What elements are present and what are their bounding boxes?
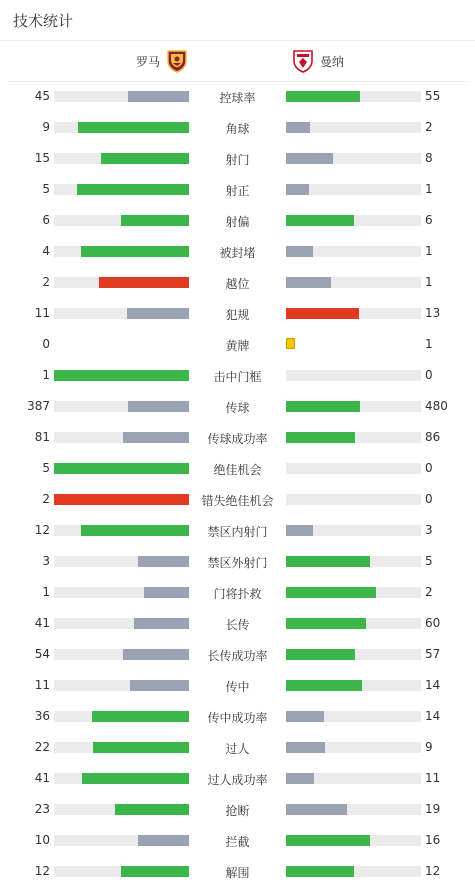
- away-stat-value: 86: [425, 430, 441, 444]
- away-stat-bar: [286, 246, 421, 257]
- away-stat-bar: [286, 308, 421, 319]
- away-stat-bar-fill: [286, 246, 313, 257]
- away-stat-bar: [286, 215, 421, 226]
- page-title: 技术统计: [13, 12, 74, 30]
- home-stat-bar-fill: [123, 432, 189, 443]
- home-stat-value: 22: [34, 740, 50, 754]
- stat-row: [0, 702, 475, 733]
- home-stat-bar-fill: [144, 587, 189, 598]
- away-stat-value: 3: [425, 523, 433, 537]
- home-stat-bar: [54, 215, 189, 226]
- home-stat-bar: [54, 618, 189, 629]
- home-stat-bar: [54, 246, 189, 257]
- stat-row: [0, 144, 475, 175]
- stat-label: 越位: [225, 277, 250, 291]
- home-stat-value: 5: [42, 461, 50, 475]
- stat-label: 射正: [225, 184, 250, 198]
- home-stat-bar: [54, 184, 189, 195]
- stat-label: 击中门框: [213, 370, 262, 384]
- home-stat-bar-fill: [101, 153, 189, 164]
- stat-label: 禁区内射门: [207, 525, 268, 539]
- home-stat-bar-fill: [128, 401, 189, 412]
- home-stat-value: 11: [34, 306, 50, 320]
- home-stat-value: 11: [34, 678, 50, 692]
- home-stat-bar: [54, 153, 189, 164]
- away-stat-bar: [286, 277, 421, 288]
- stat-label: 禁区外射门: [207, 556, 268, 570]
- teams-header: [0, 41, 475, 81]
- away-stat-bar: [286, 711, 421, 722]
- away-stat-value: 1: [425, 337, 433, 351]
- stat-label: 控球率: [219, 91, 256, 105]
- home-stat-value: 387: [27, 399, 50, 413]
- away-stat-bar-fill: [286, 804, 347, 815]
- stat-row: [0, 485, 475, 516]
- home-stat-value: 5: [42, 182, 50, 196]
- yellow-card-icon: [286, 338, 295, 349]
- home-stat-bar: [54, 866, 189, 877]
- stat-row: [0, 237, 475, 268]
- home-team[interactable]: [136, 49, 188, 73]
- away-stat-bar: [286, 866, 421, 877]
- away-stat-bar: [286, 649, 421, 660]
- away-stat-value: 480: [425, 399, 448, 413]
- home-stat-bar: [54, 773, 189, 784]
- stat-row: [0, 454, 475, 485]
- away-stat-bar-fill: [286, 680, 362, 691]
- away-stat-bar-fill: [286, 742, 325, 753]
- home-stat-bar-fill: [123, 649, 189, 660]
- home-stat-bar-fill: [93, 742, 189, 753]
- away-stat-value: 1: [425, 182, 433, 196]
- home-stat-value: 1: [42, 368, 50, 382]
- stat-row: [0, 516, 475, 547]
- home-stat-value: 81: [34, 430, 50, 444]
- stat-row: [0, 361, 475, 392]
- home-stat-bar-fill: [92, 711, 189, 722]
- away-stat-bar-fill: [286, 835, 370, 846]
- header: [0, 0, 475, 40]
- home-stat-bar-fill: [134, 618, 189, 629]
- stat-row: [0, 640, 475, 671]
- stat-label: 黄牌: [225, 339, 250, 353]
- away-stat-bar: [286, 432, 421, 443]
- away-stat-bar-fill: [286, 91, 360, 102]
- stat-row: [0, 175, 475, 206]
- stat-row: [0, 733, 475, 764]
- away-stat-value: 0: [425, 492, 433, 506]
- stat-row: [0, 547, 475, 578]
- home-stat-bar-fill: [54, 463, 189, 474]
- stat-label: 长传成功率: [207, 649, 268, 663]
- away-stat-bar: [286, 401, 421, 412]
- stat-label: 传中: [225, 680, 250, 694]
- away-stat-value: 12: [425, 864, 441, 878]
- stat-label: 门将扑救: [213, 587, 262, 601]
- home-stat-bar: [54, 680, 189, 691]
- home-stat-bar: [54, 556, 189, 567]
- home-stat-bar: [54, 494, 189, 505]
- stat-label: 抢断: [225, 804, 250, 818]
- home-stat-bar: [54, 587, 189, 598]
- monza-crest-icon: [292, 49, 314, 73]
- away-stat-bar: [286, 494, 421, 505]
- stat-row: [0, 330, 475, 361]
- away-stat-value: 5: [425, 554, 433, 568]
- home-stat-value: 36: [34, 709, 50, 723]
- stat-row: [0, 671, 475, 702]
- home-team-name: 罗马: [135, 54, 160, 69]
- away-stat-bar-fill: [286, 866, 354, 877]
- home-stat-bar-fill: [77, 184, 189, 195]
- away-stat-bar-fill: [286, 122, 310, 133]
- away-stat-value: 0: [425, 368, 433, 382]
- stat-label: 错失绝佳机会: [201, 494, 274, 508]
- home-stat-bar: [54, 525, 189, 536]
- away-stat-value: 8: [425, 151, 433, 165]
- away-stat-bar: [286, 680, 421, 691]
- stat-row: [0, 578, 475, 609]
- home-stat-bar-fill: [128, 91, 189, 102]
- home-stat-bar: [54, 463, 189, 474]
- stat-label: 解围: [225, 866, 250, 880]
- away-stat-bar-fill: [286, 308, 359, 319]
- away-stat-value: 0: [425, 461, 433, 475]
- stat-label: 过人: [225, 742, 250, 756]
- home-stat-value: 41: [34, 616, 50, 630]
- home-stat-bar: [54, 649, 189, 660]
- home-stat-bar: [54, 91, 189, 102]
- away-stat-bar: [286, 742, 421, 753]
- home-stat-value: 1: [42, 585, 50, 599]
- stat-row: [0, 268, 475, 299]
- home-stat-bar: [54, 370, 189, 381]
- away-stat-bar-fill: [286, 711, 324, 722]
- away-stat-bar-fill: [286, 153, 333, 164]
- home-stat-value: 0: [42, 337, 50, 351]
- stat-row: [0, 392, 475, 423]
- home-stat-bar-fill: [81, 246, 189, 257]
- home-stat-value: 2: [42, 492, 50, 506]
- away-team[interactable]: [292, 49, 344, 73]
- stat-label: 角球: [225, 122, 250, 136]
- away-stat-bar: [286, 835, 421, 846]
- away-stat-value: 9: [425, 740, 433, 754]
- home-stat-value: 12: [34, 523, 50, 537]
- away-stat-value: 1: [425, 244, 433, 258]
- home-stat-value: 23: [34, 802, 50, 816]
- home-stat-value: 45: [34, 89, 50, 103]
- away-stat-bar: [286, 525, 421, 536]
- stat-row: [0, 206, 475, 237]
- home-stat-bar-fill: [121, 215, 189, 226]
- home-stat-bar-fill: [138, 556, 189, 567]
- stat-row: [0, 609, 475, 640]
- away-stat-bar: [286, 773, 421, 784]
- away-stat-bar-fill: [286, 215, 354, 226]
- away-stat-bar: [286, 184, 421, 195]
- stat-label: 射门: [225, 153, 250, 167]
- away-stat-bar-fill: [286, 773, 314, 784]
- stat-row: [0, 764, 475, 795]
- away-stat-bar: [286, 804, 421, 815]
- home-stat-value: 6: [42, 213, 50, 227]
- home-stat-value: 2: [42, 275, 50, 289]
- stat-label: 犯规: [225, 308, 250, 322]
- away-stat-bar: [286, 463, 421, 474]
- home-stat-bar-fill: [81, 525, 189, 536]
- away-stat-value: 11: [425, 771, 441, 785]
- away-stat-bar: [286, 91, 421, 102]
- home-stat-value: 3: [42, 554, 50, 568]
- roma-crest-icon: [166, 49, 188, 73]
- away-stat-bar: [286, 122, 421, 133]
- home-stat-value: 12: [34, 864, 50, 878]
- away-stat-value: 1: [425, 275, 433, 289]
- home-stat-bar: [54, 711, 189, 722]
- away-stat-bar: [286, 370, 421, 381]
- away-stat-value: 57: [425, 647, 441, 661]
- stat-row: [0, 299, 475, 330]
- home-stat-bar-fill: [130, 680, 189, 691]
- away-stat-bar: [286, 556, 421, 567]
- home-stat-bar: [54, 804, 189, 815]
- home-stat-bar-fill: [115, 804, 189, 815]
- away-stat-bar-fill: [286, 556, 370, 567]
- away-stat-bar-fill: [286, 525, 313, 536]
- home-stat-bar-fill: [82, 773, 189, 784]
- away-stat-value: 2: [425, 120, 433, 134]
- home-stat-bar: [54, 308, 189, 319]
- home-stat-bar-fill: [54, 494, 189, 505]
- stat-row: [0, 113, 475, 144]
- home-stat-value: 41: [34, 771, 50, 785]
- away-stat-value: 16: [425, 833, 441, 847]
- stat-label: 被封堵: [219, 246, 256, 260]
- away-stat-bar: [286, 618, 421, 629]
- stat-row: [0, 82, 475, 113]
- away-stat-value: 19: [425, 802, 441, 816]
- home-stat-bar-fill: [127, 308, 189, 319]
- away-team-name: 曼纳: [320, 54, 345, 69]
- away-stat-value: 14: [425, 678, 441, 692]
- home-stat-value: 54: [34, 647, 50, 661]
- home-stat-bar: [54, 401, 189, 412]
- away-stat-bar-fill: [286, 618, 366, 629]
- away-stat-bar-fill: [286, 184, 309, 195]
- stat-row: [0, 826, 475, 857]
- home-stat-value: 10: [34, 833, 50, 847]
- home-stat-bar: [54, 277, 189, 288]
- home-stat-bar: [54, 122, 189, 133]
- stat-label: 传中成功率: [207, 711, 268, 725]
- stats-list: [0, 82, 475, 888]
- stat-label: 射偏: [225, 215, 250, 229]
- stat-label: 传球成功率: [207, 432, 268, 446]
- away-stat-bar-fill: [286, 432, 355, 443]
- home-stat-bar-fill: [138, 835, 189, 846]
- home-stat-bar-fill: [54, 370, 189, 381]
- away-stat-value: 13: [425, 306, 441, 320]
- away-stat-value: 60: [425, 616, 441, 630]
- away-stat-bar-fill: [286, 401, 360, 412]
- stat-row: [0, 423, 475, 454]
- home-stat-bar: [54, 835, 189, 846]
- stat-label: 过人成功率: [207, 773, 268, 787]
- away-stat-value: 2: [425, 585, 433, 599]
- stat-row: [0, 857, 475, 888]
- away-stat-bar: [286, 587, 421, 598]
- stat-label: 绝佳机会: [213, 463, 262, 477]
- stat-label: 长传: [225, 618, 250, 632]
- away-stat-value: 14: [425, 709, 441, 723]
- away-stat-bar-fill: [286, 649, 355, 660]
- away-stat-bar-fill: [286, 587, 376, 598]
- away-stat-value: 55: [425, 89, 441, 103]
- home-stat-value: 15: [34, 151, 50, 165]
- stat-label: 拦截: [225, 835, 250, 849]
- away-stat-bar: [286, 153, 421, 164]
- home-stat-value: 9: [42, 120, 50, 134]
- home-stat-value: 4: [42, 244, 50, 258]
- home-stat-bar-fill: [99, 277, 189, 288]
- home-stat-bar-fill: [78, 122, 189, 133]
- away-stat-value: 6: [425, 213, 433, 227]
- away-stat-bar-fill: [286, 277, 331, 288]
- home-stat-bar: [54, 742, 189, 753]
- stat-label: 传球: [225, 401, 250, 415]
- home-stat-bar: [54, 432, 189, 443]
- home-stat-bar-fill: [121, 866, 189, 877]
- stat-row: [0, 795, 475, 826]
